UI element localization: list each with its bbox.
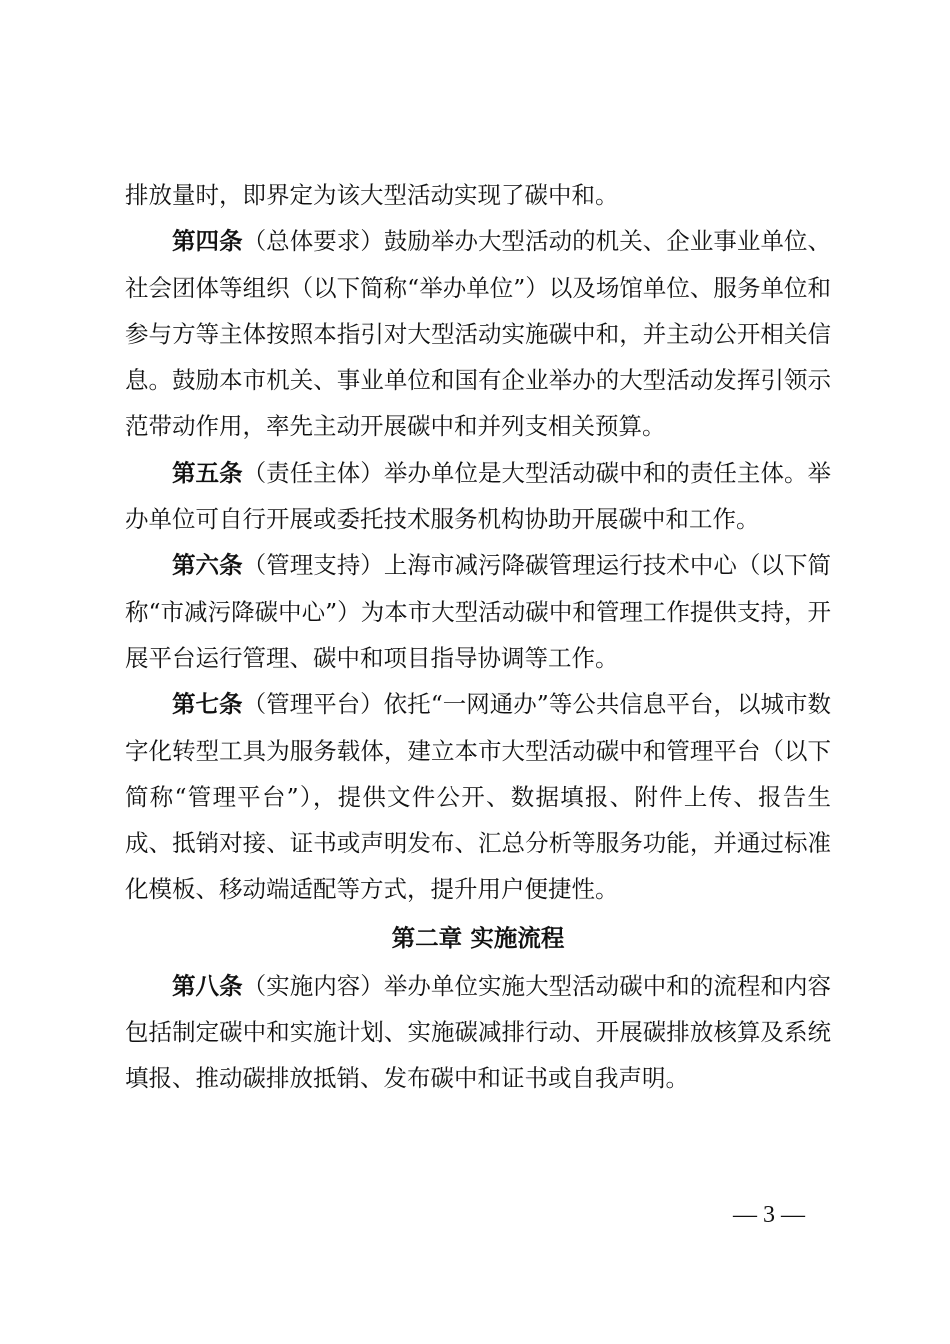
article-7 — [125, 681, 831, 912]
article-title: 第六条 — [172, 551, 243, 580]
article-title: 第四条 — [172, 227, 243, 256]
article-5 — [125, 450, 831, 543]
chapter-heading: 第二章 实施流程 — [391, 923, 565, 952]
page-number: — 3 — — [733, 1202, 805, 1228]
article-6 — [125, 542, 831, 681]
article-text: （责任主体）举办单位是大型活动碳中和的责任主体。举办单位可自行开展或委托技术服务机构协助开展碳中和工作。 — [125, 458, 832, 534]
article-title: 第八条 — [172, 971, 243, 1000]
paragraph-continuation — [125, 172, 831, 218]
paragraph-text: 排放量时，即界定为该大型活动实现了碳中和。 — [125, 181, 619, 209]
article-8 — [125, 963, 831, 1102]
document-body — [125, 172, 831, 1102]
article-title: 第五条 — [172, 458, 243, 487]
article-text: （实施内容）举办单位实施大型活动碳中和的流程和内容包括制定碳中和实施计划、实施碳减排行动、开展碳排放核算及系统填报、推动碳排放抵销、发布碳中和证书或自我声明。 — [125, 971, 832, 1093]
article-4 — [125, 218, 831, 449]
article-title: 第七条 — [172, 690, 243, 719]
article-text: （总体要求）鼓励举办大型活动的机关、企业事业单位、社会团体等组织（以下简称“举办单位”）以及场馆单位、服务单位和参与方等主体按照本指引对大型活动实施碳中和，并主动公开相关信息。鼓励本市机关、事业单位和国有企业举办的大型活动发挥引领示范带动作用，率先主动开展碳中和并列支相关预算。 — [125, 227, 832, 441]
article-text: （管理平台）依托“一网通办”等公共信息平台，以城市数字化转型工具为服务载体，建立本市大型活动碳中和管理平台（以下简称“管理平台”），提供文件公开、数据填报、附件上传、报告生成、抵销对接、证书或声明发布、汇总分析等服务功能，并通过标准化模板、移动端适配等方式，提升用户便捷性。 — [125, 690, 832, 904]
article-text: （管理支持）上海市减污降碳管理运行技术中心（以下简称“市减污降碳中心”）为本市大型活动碳中和管理工作提供支持，开展平台运行管理、碳中和项目指导协调等工作。 — [125, 551, 832, 672]
